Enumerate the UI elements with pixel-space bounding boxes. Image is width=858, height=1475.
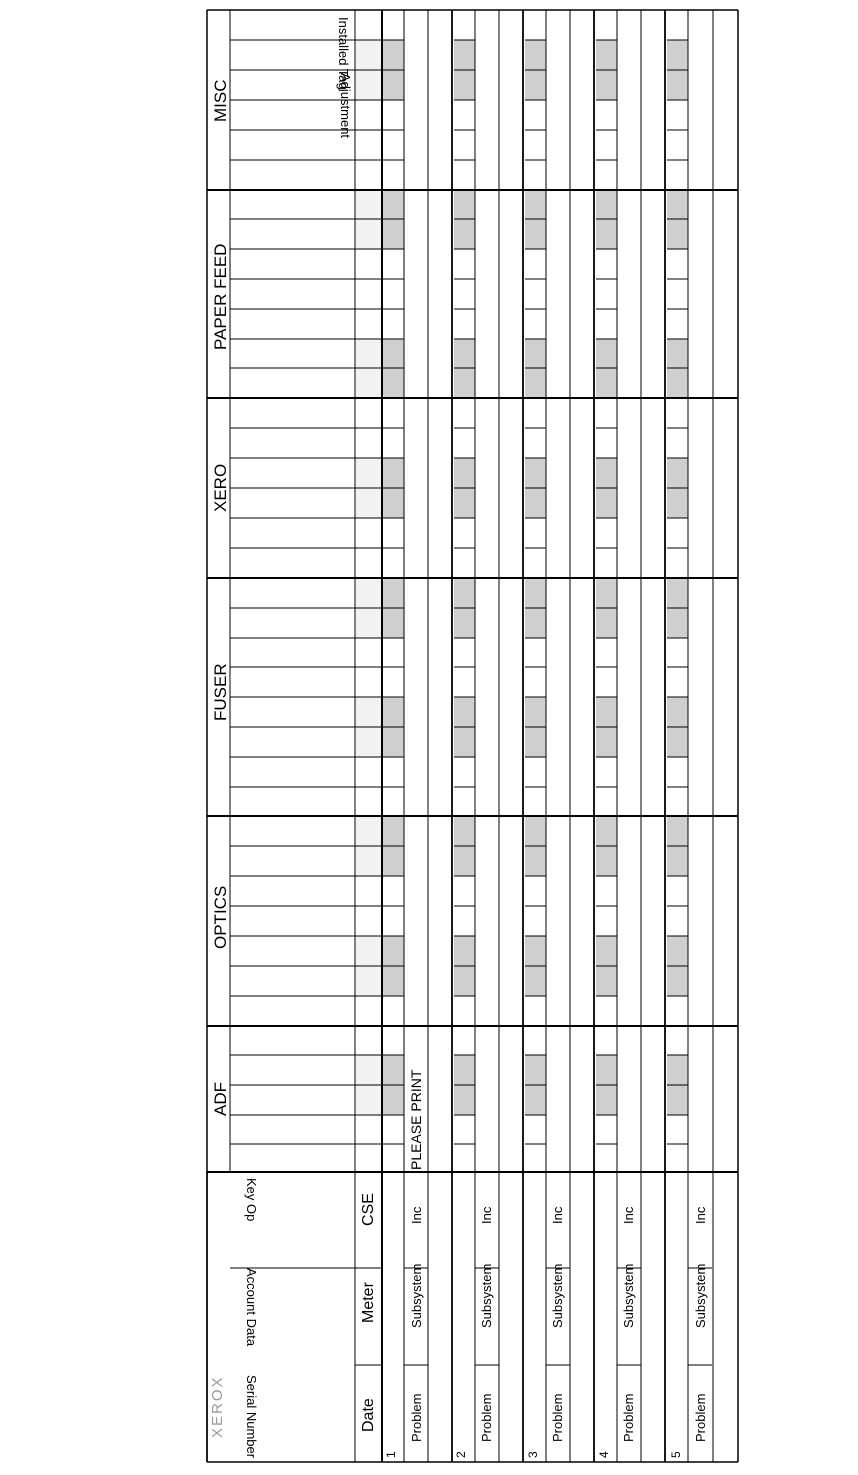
shaded-cell [525, 339, 546, 368]
shaded-cell [596, 1055, 617, 1085]
shaded-cell [667, 368, 688, 398]
shaded-cell [383, 846, 404, 876]
shaded-cell [525, 697, 546, 727]
shaded-cell [383, 578, 404, 608]
meter-label: Meter [360, 1282, 377, 1323]
shaded-cell [383, 339, 404, 368]
shaded-cell [667, 608, 688, 638]
shaded-cell [667, 1085, 688, 1115]
section-paper-feed-label: PAPER FEED [211, 243, 230, 350]
entry-inc-label: Inc [479, 1206, 494, 1224]
shaded-cell [383, 190, 404, 219]
section-xero-label: XERO [211, 463, 230, 512]
shaded-cell [454, 578, 475, 608]
shaded-cell [596, 846, 617, 876]
shaded-cell [667, 697, 688, 727]
shaded-cell [667, 339, 688, 368]
header-cell [356, 1085, 382, 1115]
shaded-cell [596, 70, 617, 100]
shaded-cell [596, 1085, 617, 1115]
shaded-cell [454, 40, 475, 70]
entry-problem-label: Problem [621, 1393, 636, 1442]
shaded-cell [383, 608, 404, 638]
entry-number: 4 [597, 1451, 611, 1458]
entry-inc-label: Inc [550, 1206, 565, 1224]
entry-number: 5 [669, 1451, 683, 1458]
header-cell [356, 697, 382, 727]
shaded-cell [596, 488, 617, 518]
shaded-cell [667, 40, 688, 70]
shaded-cell [383, 488, 404, 518]
shaded-cell [454, 846, 475, 876]
key-op-label: Key Op [244, 1178, 259, 1222]
entry-number: 3 [526, 1451, 540, 1458]
header-cell [356, 488, 382, 518]
shaded-cell [383, 458, 404, 488]
section-optics-label: OPTICS [211, 885, 230, 949]
shaded-cell [525, 846, 546, 876]
shaded-cell [596, 368, 617, 398]
header-cell [356, 727, 382, 757]
shaded-cell [667, 966, 688, 996]
shaded-cell [525, 966, 546, 996]
shaded-cell [596, 966, 617, 996]
shaded-cell [383, 697, 404, 727]
entry-problem-label: Problem [550, 1393, 565, 1442]
shaded-cell [454, 1085, 475, 1115]
header-cell [356, 70, 382, 100]
shaded-cell [525, 936, 546, 966]
shaded-cell [525, 1055, 546, 1085]
entry-subsystem-label: Subsystem [479, 1263, 494, 1328]
shaded-cell [667, 458, 688, 488]
header-cell [356, 966, 382, 996]
entry-subsystem-label: Subsystem [550, 1263, 565, 1328]
header-cell [356, 190, 382, 219]
misc-adjustment-label: Adjustment [338, 73, 353, 139]
shaded-cell [383, 816, 404, 846]
shaded-cell [667, 816, 688, 846]
entry-problem-label: Problem [693, 1393, 708, 1442]
shaded-cell [525, 368, 546, 398]
shaded-cell [454, 1055, 475, 1085]
shaded-cell [525, 816, 546, 846]
shaded-cell [596, 816, 617, 846]
section-adf-label: ADF [211, 1082, 230, 1116]
header-cell [356, 1055, 382, 1085]
shaded-cell [454, 70, 475, 100]
shaded-cell [454, 368, 475, 398]
shaded-cell [596, 727, 617, 757]
shaded-cell [454, 936, 475, 966]
shaded-cell [383, 1055, 404, 1085]
shaded-cell [596, 936, 617, 966]
entry-subsystem-label: Subsystem [693, 1263, 708, 1328]
shaded-cell [667, 846, 688, 876]
entry-inc-label: Inc [409, 1206, 424, 1224]
shaded-cell [454, 608, 475, 638]
header-cell [356, 219, 382, 249]
shaded-cell [667, 578, 688, 608]
shaded-cell [383, 727, 404, 757]
shaded-cell [596, 458, 617, 488]
shaded-cell [525, 40, 546, 70]
shaded-cell [454, 488, 475, 518]
shaded-cell [525, 608, 546, 638]
shaded-cell [667, 936, 688, 966]
header-cell [356, 339, 382, 368]
shaded-cell [525, 488, 546, 518]
header-cell [356, 846, 382, 876]
shaded-cell [525, 219, 546, 249]
shaded-cell [454, 727, 475, 757]
please-print-note: PLEASE PRINT [408, 1069, 424, 1170]
shaded-cell [596, 697, 617, 727]
entry-inc-label: Inc [693, 1206, 708, 1224]
entry-problem-label: Problem [479, 1393, 494, 1442]
shaded-cell [596, 578, 617, 608]
brand-label: XEROX [209, 1375, 226, 1438]
shaded-cell [525, 727, 546, 757]
shaded-cell [667, 70, 688, 100]
shaded-cell [667, 219, 688, 249]
misc-installed-tag-label: Installed Tag [336, 17, 351, 90]
shaded-cell [383, 40, 404, 70]
header-cell [356, 578, 382, 608]
shaded-cell [454, 339, 475, 368]
entry-number: 2 [454, 1451, 468, 1458]
header-cell [356, 368, 382, 398]
entry-subsystem-label: Subsystem [409, 1263, 424, 1328]
header-cell [356, 458, 382, 488]
shaded-cell [667, 727, 688, 757]
shaded-cell [383, 936, 404, 966]
shaded-cell [596, 190, 617, 219]
shaded-cell [596, 40, 617, 70]
shaded-cell [454, 190, 475, 219]
shaded-cell [596, 339, 617, 368]
header-cell [356, 608, 382, 638]
serial-number-label: Serial Number [244, 1375, 259, 1459]
section-fuser-label: FUSER [211, 663, 230, 721]
cse-label: CSE [360, 1193, 377, 1226]
section-misc-label: MISC [211, 79, 230, 122]
shaded-cell [454, 458, 475, 488]
shaded-cell [454, 697, 475, 727]
shaded-cell [383, 70, 404, 100]
shaded-cell [525, 1085, 546, 1115]
shaded-cell [525, 458, 546, 488]
shaded-cell [383, 966, 404, 996]
shaded-cell [525, 578, 546, 608]
header-cell [356, 936, 382, 966]
account-data-label: Account Data [244, 1268, 259, 1347]
shaded-cell [596, 219, 617, 249]
entry-number: 1 [384, 1451, 398, 1458]
shaded-cell [454, 219, 475, 249]
date-label: Date [360, 1398, 377, 1432]
shaded-cell [667, 190, 688, 219]
entry-problem-label: Problem [409, 1393, 424, 1442]
shaded-cell [596, 608, 617, 638]
shaded-cell [454, 816, 475, 846]
entry-subsystem-label: Subsystem [621, 1263, 636, 1328]
shaded-cell [383, 368, 404, 398]
entry-inc-label: Inc [621, 1206, 636, 1224]
shaded-cell [667, 488, 688, 518]
header-cell [356, 40, 382, 70]
shaded-cell [383, 1085, 404, 1115]
shaded-cell [383, 219, 404, 249]
shaded-cell [525, 190, 546, 219]
shaded-cell [525, 70, 546, 100]
shaded-cell [667, 1055, 688, 1085]
header-cell [356, 816, 382, 846]
shaded-cell [454, 966, 475, 996]
